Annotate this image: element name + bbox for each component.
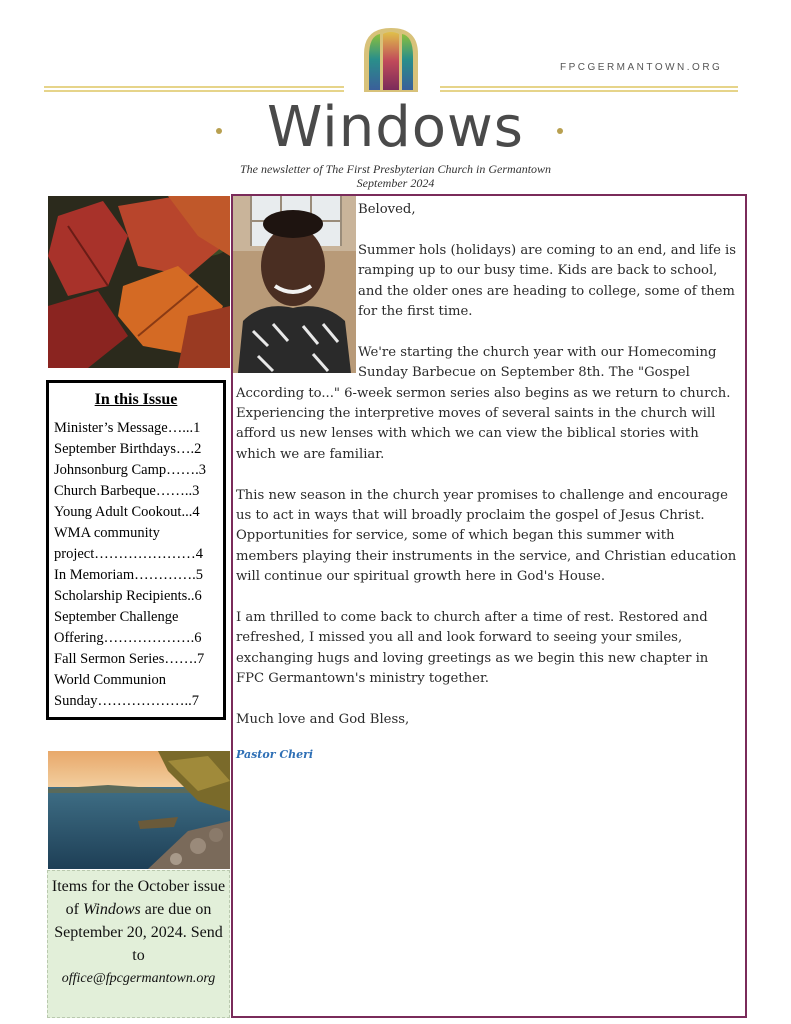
toc-title: In this Issue — [94, 391, 178, 408]
ministers-message — [236, 200, 740, 765]
toc-item[interactable]: Sunday………………..7 — [54, 693, 199, 709]
site-url[interactable]: FPCGERMANTOWN.ORG — [560, 62, 723, 73]
deadline-text-after: are due on September 20, 2024. Send to — [54, 901, 223, 964]
issue-date: September 2024 — [356, 176, 435, 190]
letter-paragraph: We're starting the church year with our Homecoming Sunday Barbecue on September 8th. The "Gospel According to..." 6-week sermon series also begins as we return to church. Experiencing the interpretive moves of several saints in the church will afford us new lenses with which we can view the biblical stories with which we are familiar. — [236, 344, 731, 462]
toc-item[interactable]: Scholarship Recipients..6 — [54, 588, 202, 604]
newsletter-title: Windows — [267, 95, 524, 160]
deadline-text-before: Items for the October issue of — [51, 878, 226, 918]
toc-item[interactable]: In Memoriam………….5 — [54, 567, 204, 583]
toc-item[interactable]: Church Barbeque……..3 — [54, 483, 200, 499]
toc-item[interactable]: World Communion — [54, 672, 167, 688]
newsletter-tagline: The newsletter of The First Presbyterian Church in Germantown — [239, 162, 552, 176]
toc-item[interactable]: Johnsonburg Camp…….3 — [54, 462, 206, 478]
toc-item[interactable]: project…………………4 — [54, 546, 204, 562]
toc-item[interactable]: September Challenge — [54, 609, 179, 625]
toc-item[interactable]: Minister’s Message…...1 — [54, 420, 201, 436]
letter-paragraph: Summer hols (holidays) are coming to an end, and life is ramping up to our busy time. Kids are back to school, and the older ones are heading to college, some of them for the first time. — [358, 242, 737, 320]
pastor-signature: Pastor Cheri — [236, 747, 314, 761]
toc-item[interactable]: September Birthdays….2 — [54, 441, 202, 457]
letter-closing: Much love and God Bless, — [236, 712, 410, 728]
church-window-logo — [360, 24, 422, 94]
toc-item[interactable]: Fall Sermon Series…….7 — [54, 651, 205, 667]
letter-paragraph: This new season in the church year promises to challenge and encourage us to act in ways that will broadly proclaim the gospel of Jesus Christ. Opportunities for service, some of which began this summer with members playing their instruments in the service, and Christian education will continue our spiritual growth here in God's House. — [236, 487, 737, 585]
toc-item[interactable]: Young Adult Cookout...4 — [54, 504, 200, 520]
lake-sunset-photo — [48, 751, 230, 869]
deadline-notice — [47, 870, 230, 1018]
letter-salutation: Beloved, — [358, 202, 416, 217]
header-rule-right — [440, 86, 738, 92]
toc-item[interactable]: Offering……………….6 — [54, 630, 202, 646]
letter-paragraph: I am thrilled to come back to church after a time of rest. Restored and refreshed, I missed you all and look forward to seeing your smiles, exchanging hugs and loving greetings as we begin this new chapter in FPC Germantown's ministry together. — [236, 610, 709, 687]
publication-name: Windows — [82, 901, 141, 918]
header-rule-left — [44, 86, 344, 92]
autumn-leaves-photo — [48, 196, 230, 368]
toc-item[interactable]: WMA community — [54, 525, 160, 541]
submission-email[interactable]: office@fpcgermantown.org — [61, 971, 216, 986]
in-this-issue-box — [46, 380, 226, 720]
